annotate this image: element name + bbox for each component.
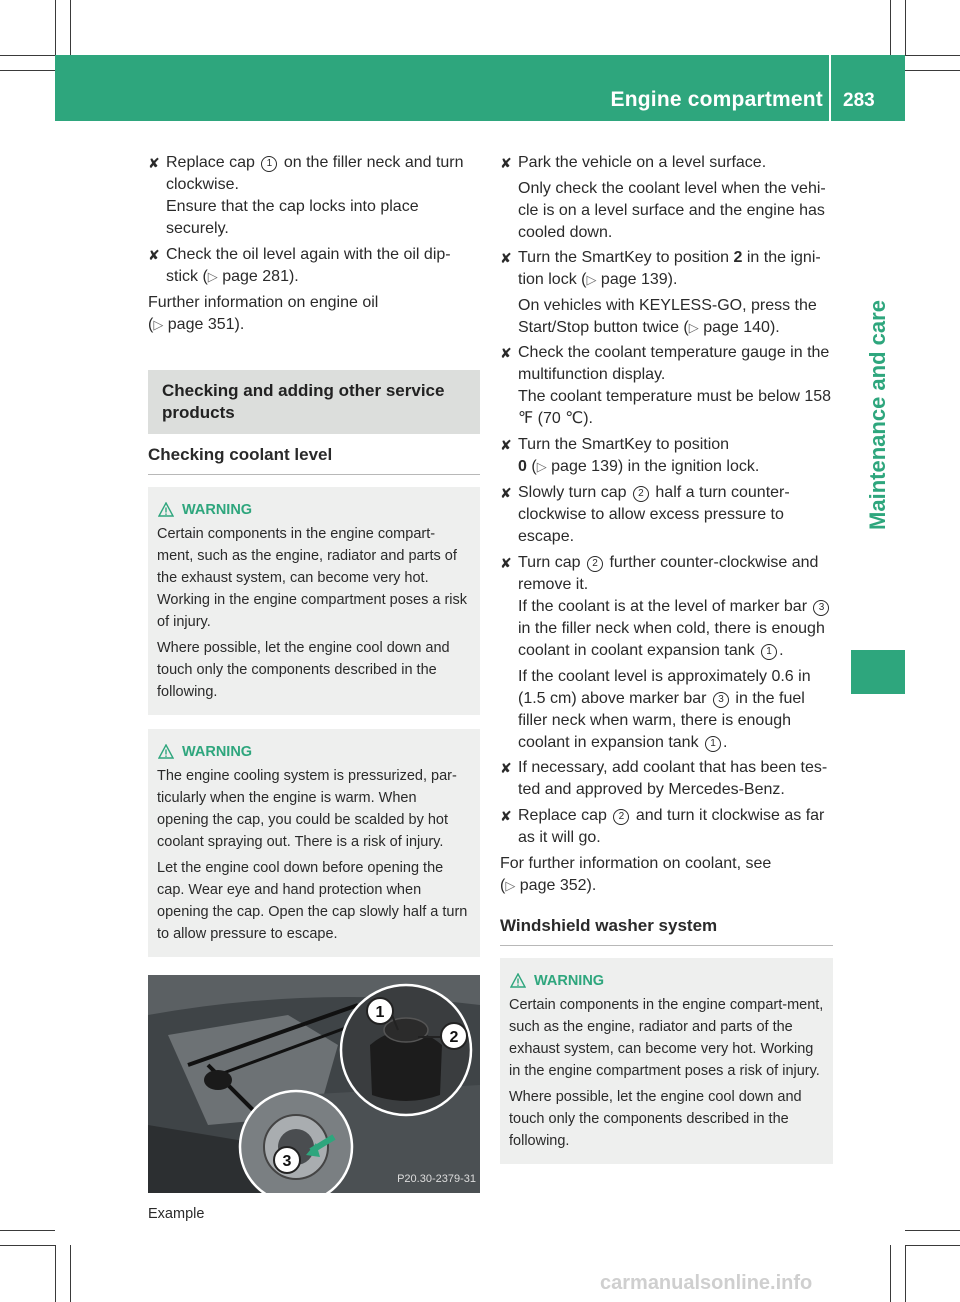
step-arrow-icon: ✘	[500, 345, 512, 361]
paragraph: Further information on engine oil (▷ page 351).	[148, 294, 379, 333]
warning-title: WARNING	[509, 970, 824, 992]
marker-3-icon: 3	[813, 600, 829, 616]
figure-code: P20.30-2379-31	[397, 1173, 476, 1185]
crop-mark	[0, 70, 55, 71]
warning-title: WARNING	[157, 499, 471, 521]
crop-mark	[905, 0, 906, 55]
marker-1-icon: 1	[705, 736, 721, 752]
step-arrow-icon: ✘	[148, 155, 160, 171]
crop-mark	[905, 1230, 960, 1231]
instruction-step: ✘ If necessary, add coolant that has been tes-ted and approved by Mercedes-Benz.	[500, 759, 828, 798]
warning-box: WARNING Certain components in the engine compart-ment, such as the engine, radiator and parts of the exhaust system, can become very hot. Working in the engine compartment poses a risk of injury. Where possible, let the engine cool down and touch only the components described in the following.	[500, 958, 833, 1164]
step-arrow-icon: ✘	[500, 250, 512, 266]
crop-mark	[905, 70, 960, 71]
marker-2-icon: 2	[633, 486, 649, 502]
crop-mark	[55, 1245, 56, 1302]
page-reference[interactable]: page 281).	[222, 268, 299, 285]
step-arrow-icon: ✘	[500, 155, 512, 171]
engine-illustration	[148, 975, 480, 1193]
crop-mark	[905, 1245, 906, 1302]
crop-mark	[0, 1245, 55, 1246]
figure-caption: Example	[148, 1206, 205, 1222]
crop-mark	[0, 55, 55, 56]
page-ref-icon: ▷	[586, 272, 597, 287]
instruction-step: ✘ Check the oil level again with the oil dip-stick (▷ page 281).	[148, 246, 451, 285]
step-note: On vehicles with KEYLESS-GO, press the Start/Stop button twice (▷ page 140).	[518, 297, 817, 336]
page-reference[interactable]: page 351).	[167, 316, 245, 333]
instruction-step: ✘ Turn the SmartKey to position 2 in the igni-tion lock (▷ page 139).	[500, 249, 821, 288]
instruction-step: ✘ Turn the SmartKey to position 0 (▷ page 139) in the ignition lock.	[500, 436, 760, 475]
instruction-step: ✘ Park the vehicle on a level surface.	[500, 152, 833, 174]
subsection-heading: Windshield washer system	[500, 915, 833, 946]
left-column	[148, 152, 480, 1225]
callout-1: 1	[375, 1004, 385, 1021]
crop-mark	[905, 1245, 960, 1246]
page-reference[interactable]: page 140).	[703, 319, 780, 336]
marker-3-icon: 3	[713, 692, 729, 708]
instruction-step: ✘ Replace cap 1 on the filler neck and turn clockwise. Ensure that the cap locks into place securely.	[148, 154, 464, 237]
section-heading: Checking and adding other service products	[148, 370, 480, 434]
marker-1-icon: 1	[261, 156, 277, 172]
step-arrow-icon: ✘	[500, 437, 512, 453]
page-ref-icon: ▷	[688, 320, 699, 335]
engine-compartment-figure	[148, 975, 480, 1193]
page-ref-icon: ▷	[207, 269, 218, 284]
instruction-step: ✘ Turn cap 2 further counter-clockwise and remove it. If the coolant is at the level of marker bar 3 in the filler neck when cold, there is enough coolant in coolant expansion tank 1 .	[500, 552, 833, 662]
crop-mark	[55, 0, 56, 55]
page-ref-icon: ▷	[536, 459, 547, 474]
instruction-step: ✘ Slowly turn cap 2 half a turn counter-clockwise to allow excess pressure to escape.	[500, 484, 790, 545]
chapter-tab	[851, 180, 905, 650]
crop-mark	[70, 0, 71, 55]
header-divider	[829, 55, 831, 121]
marker-2-icon: 2	[613, 809, 629, 825]
crop-mark	[890, 0, 891, 55]
callout-3: 3	[282, 1153, 292, 1170]
step-arrow-icon: ✘	[500, 485, 512, 501]
warning-box: WARNING Certain components in the engine compart-ment, such as the engine, radiator and parts of the exhaust system, can become very hot. Working in the engine compartment poses a risk of injury. Where possible, let the engine cool down and touch only the components described in the following.	[148, 487, 480, 715]
warning-triangle-icon	[510, 973, 526, 989]
warning-title: WARNING	[157, 741, 471, 763]
page-reference[interactable]: page 139) in the ignition lock.	[551, 458, 760, 475]
crop-mark	[0, 1230, 55, 1231]
page-reference[interactable]: page 352).	[519, 877, 597, 894]
page-ref-icon: ▷	[505, 878, 516, 893]
warning-triangle-icon	[158, 744, 174, 760]
page-ref-icon: ▷	[153, 317, 164, 332]
step-arrow-icon: ✘	[148, 247, 160, 263]
paragraph: For further information on coolant, see (▷ page 352).	[500, 855, 772, 894]
step-note: If the coolant level is approximately 0.6 in (1.5 cm) above marker bar 3 in the fuel filler neck when warm, there is enough coolant in expansion tank 1 .	[518, 668, 811, 751]
instruction-step: ✘ Check the coolant temperature gauge in the multifunction display. The coolant temperature must be below 158 ℉ (70 ℃).	[500, 344, 832, 427]
step-arrow-icon: ✘	[500, 555, 512, 571]
page-title: Engine compartment	[610, 88, 823, 111]
instruction-step: ✘ Replace cap 2 and turn it clockwise as far as it will go.	[500, 807, 825, 846]
page-reference[interactable]: page 139).	[600, 271, 678, 288]
crop-mark	[70, 1245, 71, 1302]
warning-box: WARNING The engine cooling system is pressurized, par-ticularly when the engine is warm. When opening the cap, you could be scalded by hot coolant spraying out. There is a risk of injury. Let the engine cool down before opening the cap. Wear eye and hand protection when opening the cap. Open the cap slowly half a turn to allow pressure to escape.	[148, 729, 480, 957]
step-note: Only check the coolant level when the vehi-cle is on a level surface and the engine has cooled down.	[518, 180, 826, 241]
step-arrow-icon: ✘	[500, 808, 512, 824]
page-number: 283	[843, 90, 875, 111]
marker-2-icon: 2	[587, 556, 603, 572]
step-arrow-icon: ✘	[500, 760, 512, 776]
right-column	[500, 152, 833, 1178]
warning-triangle-icon	[158, 502, 174, 518]
chapter-tab-label: Maintenance and care	[865, 300, 890, 530]
chapter-marker	[851, 650, 905, 694]
watermark: carmanualsonline.info	[600, 1272, 813, 1294]
subsection-heading: Checking coolant level	[148, 444, 480, 475]
crop-mark	[905, 55, 960, 56]
marker-1-icon: 1	[761, 644, 777, 660]
crop-mark	[890, 1245, 891, 1302]
callout-2: 2	[449, 1029, 459, 1046]
